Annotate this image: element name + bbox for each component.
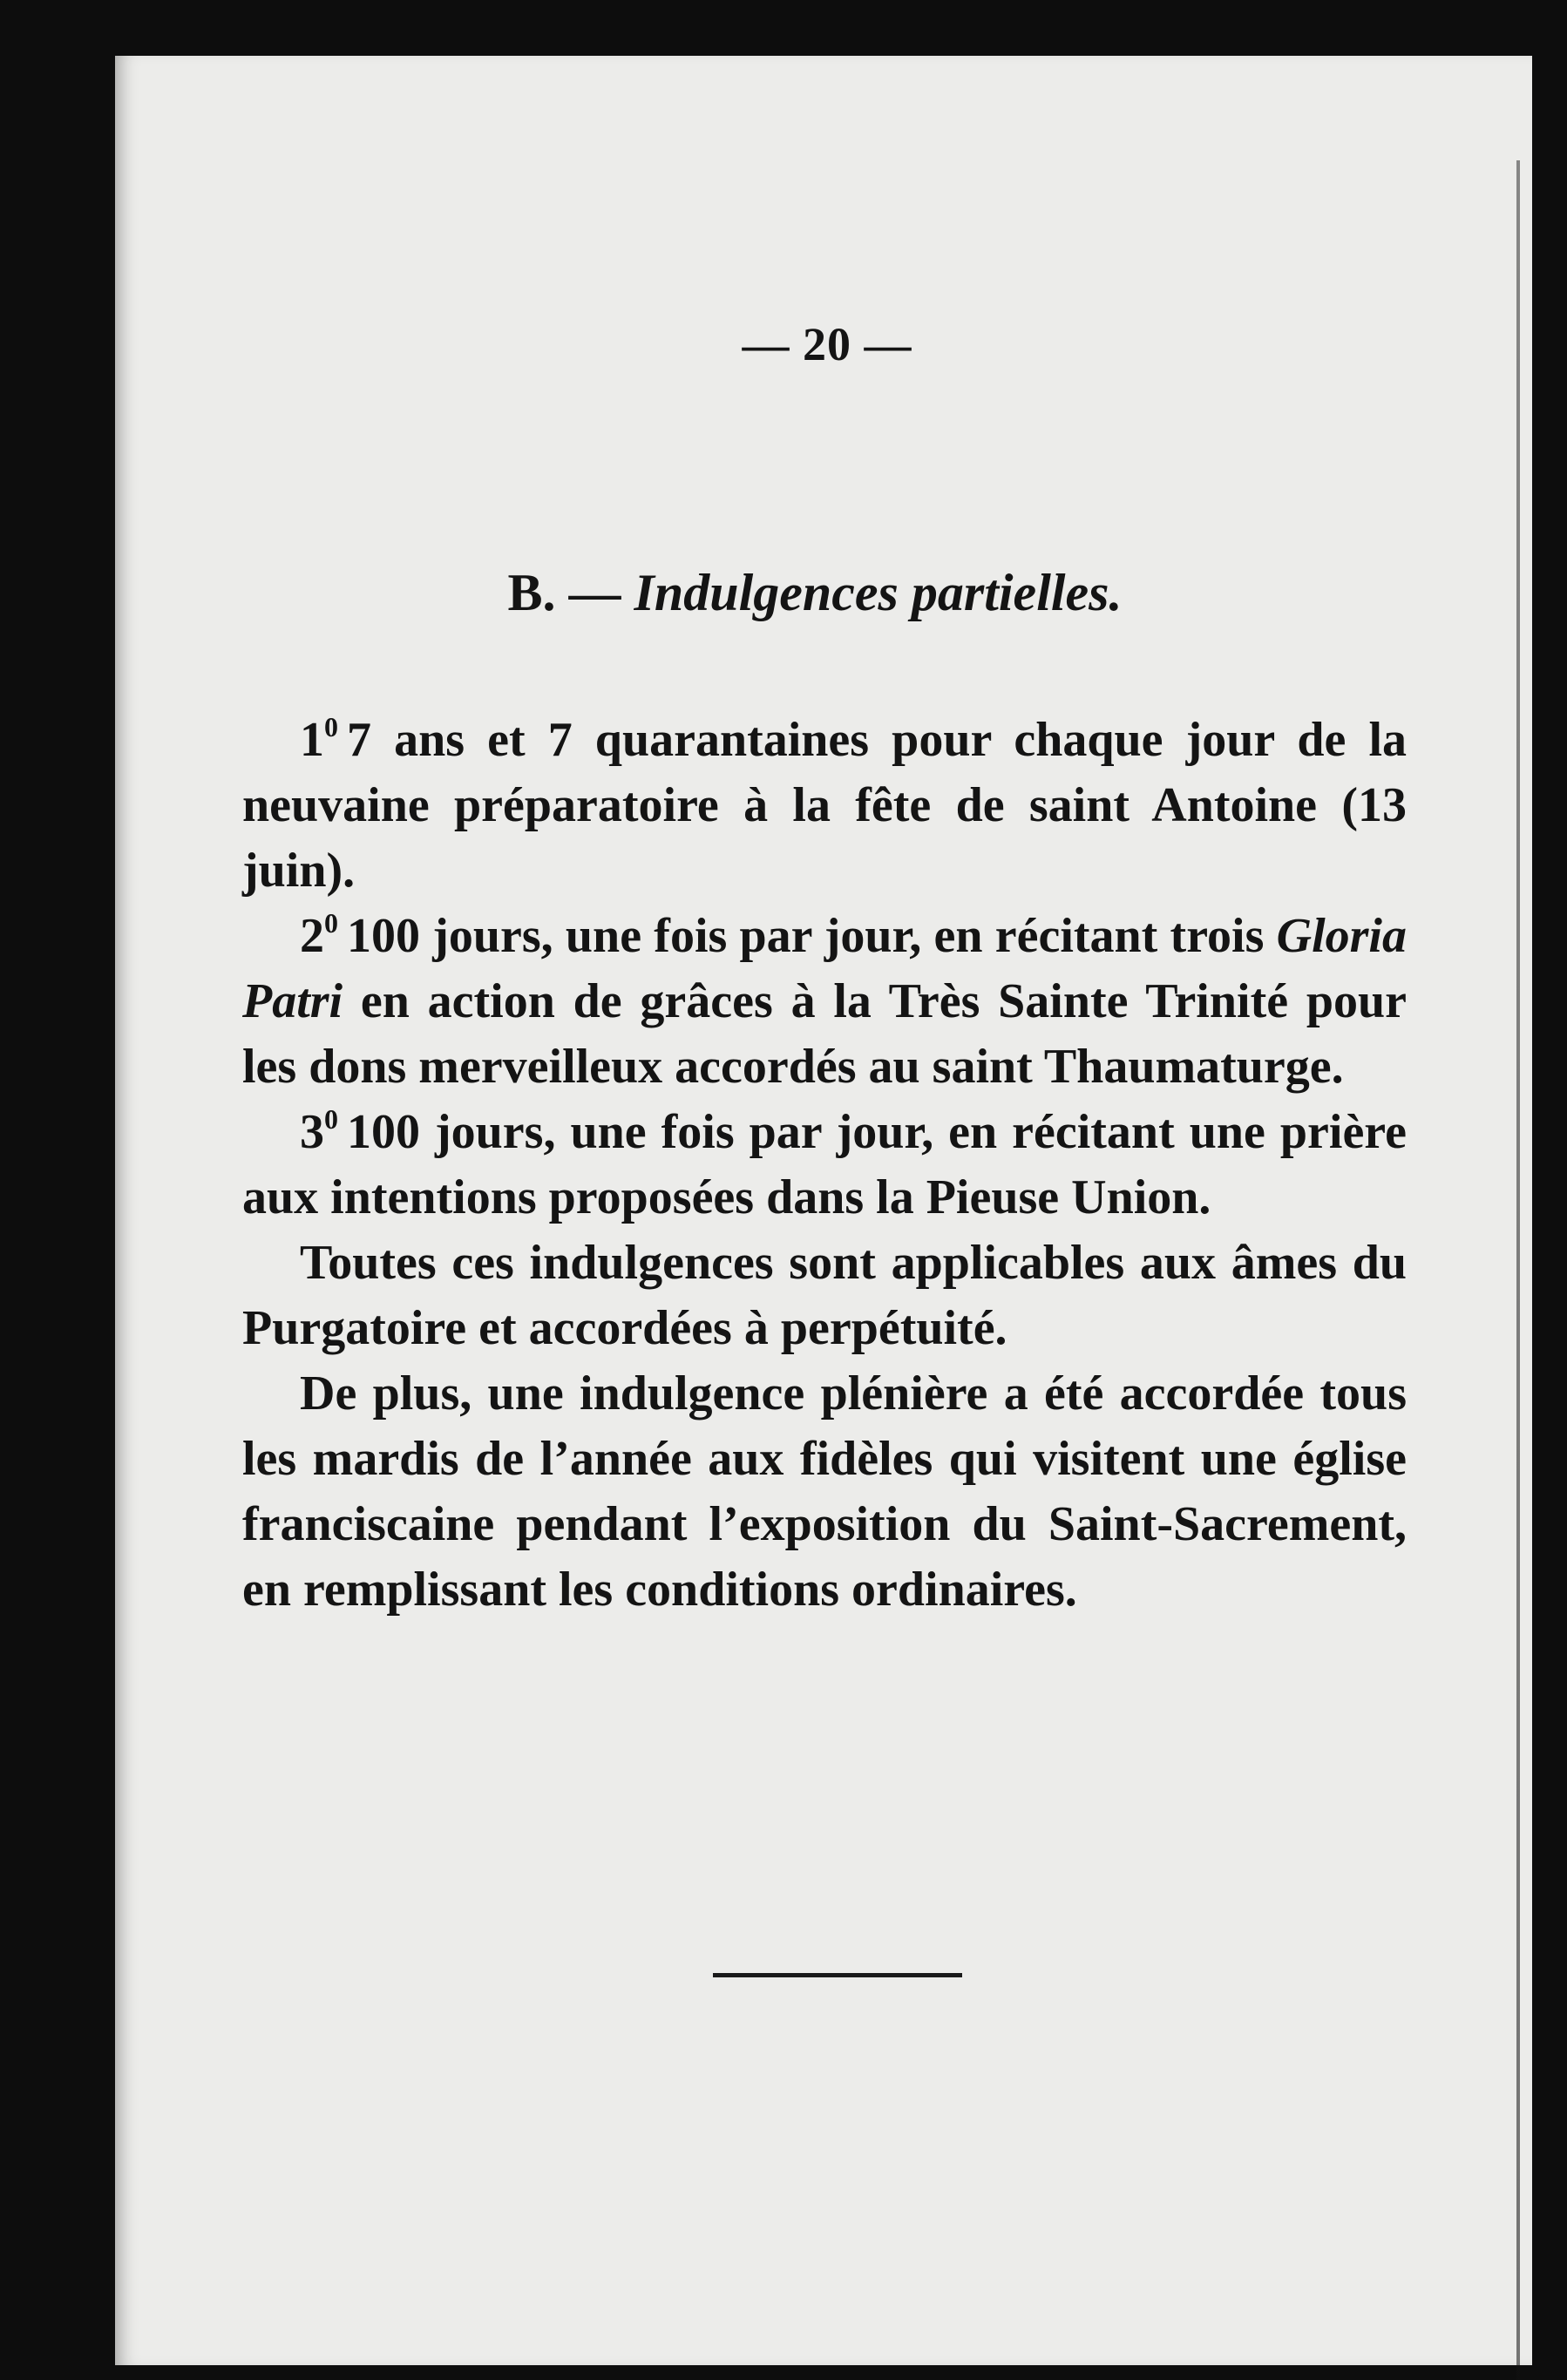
ordinal-superscript: 0 — [324, 711, 338, 742]
ordinal-number: 3 — [300, 1105, 324, 1159]
ordinal-superscript: 0 — [324, 907, 338, 939]
paragraph-text: 100 jours, une fois par jour, en récitant une prière aux intentions proposées dans la Pieuse Union. — [242, 1105, 1407, 1224]
book-page — [115, 56, 1532, 2365]
page-edge-shadow — [1516, 160, 1520, 2380]
paragraph-text: en action de grâces à la Très Sainte Trinité pour les dons merveilleux accordés au saint Thaumaturge. — [242, 974, 1407, 1094]
paragraph-text: 7 ans et 7 quarantaines pour chaque jour de la neuvaine préparatoire à la fête de saint Antoine (13 juin). — [242, 713, 1407, 898]
section-title: Indulgences partielles. — [634, 564, 1123, 621]
closing-rule — [713, 1973, 962, 1977]
section-letter: B. — — [507, 564, 634, 621]
body-text — [242, 708, 1407, 1623]
paragraph-applicability: Toutes ces indulgences sont applicables aux âmes du Purgatoire et accordées à perpétuité. — [242, 1236, 1407, 1355]
paragraph-item-3 — [242, 1100, 1407, 1231]
ordinal-number: 1 — [300, 713, 324, 767]
paragraph-item-2 — [242, 904, 1407, 1100]
page-number: — 20 — — [742, 318, 912, 370]
ordinal-superscript: 0 — [324, 1103, 338, 1135]
paragraph-item-1 — [242, 708, 1407, 904]
section-heading — [106, 563, 1523, 623]
ordinal-number: 2 — [300, 909, 324, 963]
paragraph-plenary-indulgence: De plus, une indulgence plénière a été accordée tous les mardis de l’année aux fidèles qui visitent une église franciscaine pendant l’exposition du Saint-Sacrement, en remplissant les conditions ordinaires. — [242, 1366, 1407, 1617]
prayer-title: Gloria Patri — [242, 909, 1407, 1028]
paragraph-text: 100 jours, une fois par jour, en récitant trois — [347, 909, 1277, 963]
